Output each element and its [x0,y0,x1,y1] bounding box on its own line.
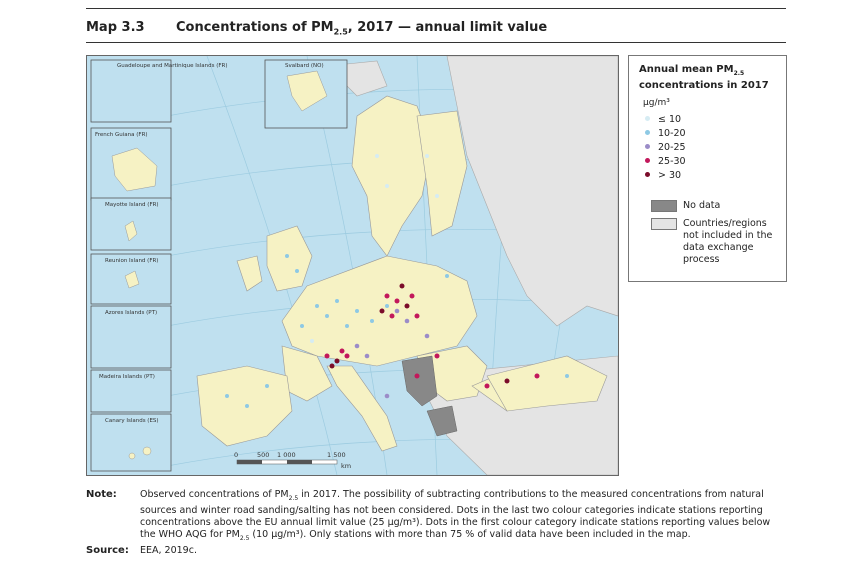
inset-label-svalbard: Svalbard (NO) [285,63,324,69]
map-svg [87,56,618,475]
map-panel[interactable] [86,55,619,476]
legend-item-25-30: 25-30 [645,156,686,168]
source-label: Source: [86,545,129,556]
scale-tick-0: 0 [234,451,239,459]
map-number: Map 3.3 [86,20,145,35]
no-data-swatch [651,200,677,212]
legend-item-20-25: 20-25 [645,142,686,154]
dot-icon [645,116,650,121]
not-included-swatch [651,218,677,230]
dot-icon [645,144,650,149]
note-text: Observed concentrations of $PM_{2.5}$ in 2017. The possibility of subtracting contributions to the measured concentrations from natural sources and winter road sanding/salting has not been considered. Dots in the last two colour categories indicate stations reporting concentrations above the EU annual limit value (25 µg/m³). Dots in the first colour category indicate stations reporting values below the WHO AQG for $PM_{2.5}$ (10 µg/m³). Only stations with more than 75 % of valid data have been included in the map. [140,489,771,542]
inset-label-french-guiana: French Guiana (FR) [95,132,148,138]
inset-label-canary: Canary Islands (ES) [105,418,159,424]
scale-tick-1000: 1 000 [277,451,296,459]
dot-icon [645,130,650,135]
scale-unit: km [341,462,352,470]
inset-label-madeira: Madeira Islands (PT) [99,374,155,380]
no-data-label: No data [683,200,721,211]
dot-icon [645,172,650,177]
inset-label-azores: Azores Islands (PT) [105,310,158,316]
scale-tick-1500: 1 500 [327,451,346,459]
map-header [86,18,786,42]
source-text: EEA, 2019c. [140,545,197,556]
note-label: Note: [86,489,117,500]
legend-item-gt30: > 30 [645,170,681,182]
inset-label-reunion: Reunion Island (FR) [105,258,159,264]
scale-tick-500: 500 [257,451,270,459]
inset-label-guadeloupe: Guadeloupe and Martinique Islands (FR) [117,63,228,69]
dot-icon [645,158,650,163]
legend-title: Annual mean $PM_{2.5}$ concentrations in 2017 [639,64,769,91]
scale-bar [234,451,351,470]
not-included-label: Countries/regions not included in the data exchange process [683,218,773,265]
header-rule [86,42,786,43]
legend-item-le10: ≤ 10 [645,114,681,126]
inset-label-mayotte: Mayotte Island (FR) [105,202,159,208]
legend-unit: µg/m³ [643,98,670,108]
legend-item-10-20: 10-20 [645,128,686,140]
top-rule [86,8,786,9]
map-title: Concentrations of $PM_{2.5}$, 2017 — annual limit value [176,20,548,37]
legend [628,55,787,282]
